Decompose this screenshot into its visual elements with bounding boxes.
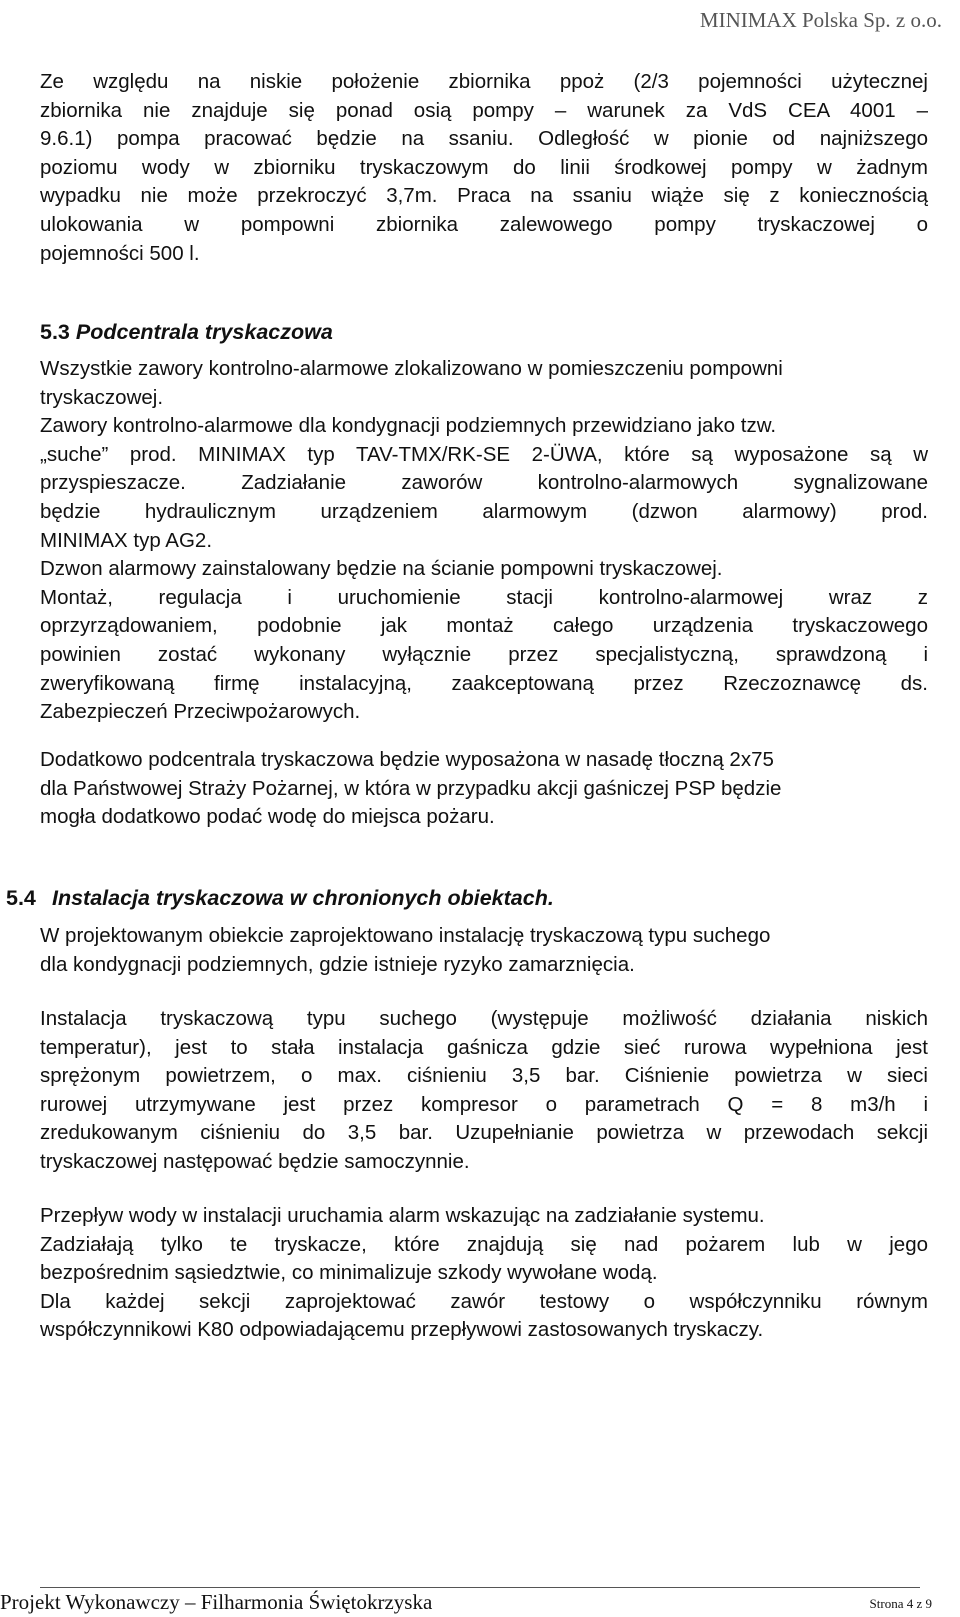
text-line: przyspieszacze. Zadziałanie zaworów kontrolno-alarmowych sygnalizowane bbox=[40, 471, 928, 495]
section-5-3-paragraph bbox=[40, 355, 928, 727]
text-line: Dzwon alarmowy zainstalowany będzie na ścianie pompowni tryskaczowej. bbox=[40, 557, 723, 581]
text-line: rurowej utrzymywane jest przez kompresor o parametrach Q = 8 m3/h i bbox=[40, 1092, 928, 1116]
extra-paragraph bbox=[40, 746, 928, 832]
intro-paragraph bbox=[40, 68, 928, 268]
text-line: tryskaczowej następować będzie samoczynnie. bbox=[40, 1149, 470, 1173]
text-line: współczynnikowi K80 odpowiadającemu przepływowi zastosowanych tryskaczy. bbox=[40, 1318, 764, 1342]
text-line: „suche” prod. MINIMAX typ TAV-TMX/RK-SE 2-ÜWA, które są wyposażone są w bbox=[40, 442, 928, 466]
section-title: Instalacja tryskaczowa w chronionych obiektach. bbox=[51, 886, 554, 910]
section-heading-5-4 bbox=[6, 886, 554, 911]
page-header-company: MINIMAX Polska Sp. z o.o. bbox=[699, 8, 942, 32]
text-line: zweryfikowaną firmę instalacyjną, zaakceptowaną przez Rzeczoznawcę ds. bbox=[40, 671, 928, 695]
section-number: 5.4 bbox=[6, 886, 36, 910]
text-line: wypadku nie może przekroczyć 3,7m. Praca na ssaniu wiąże się z koniecznością bbox=[40, 184, 928, 208]
text-line: oprzyrządowaniem, podobnie jak montaż całego urządzenia tryskaczowego bbox=[40, 614, 928, 638]
text-line: ulokowania w pompowni zbiornika zalewowego pompy tryskaczowej o bbox=[40, 212, 928, 236]
section-5-4-paragraph-a bbox=[40, 922, 928, 979]
text-line: temperatur), jest to stała instalacja gaśnicza gdzie sieć rurowa wypełniona jest bbox=[40, 1035, 928, 1059]
text-line: Dla każdej sekcji zaprojektować zawór testowy o współczynniku równym bbox=[40, 1289, 928, 1313]
footer-page-number: Strona 4 z 9 bbox=[869, 1596, 932, 1611]
section-title: Podcentrala tryskaczowa bbox=[75, 320, 333, 344]
text-line: Zadziałają tylko te tryskacze, które znajdują się nad pożarem lub w jego bbox=[40, 1232, 928, 1256]
footer-divider bbox=[40, 1587, 920, 1588]
text-line: zredukowanym ciśnieniu do 3,5 bar. Uzupełnianie powietrza w przewodach sekcji bbox=[40, 1121, 928, 1145]
footer-project-title: Projekt Wykonawczy – Filharmonia Świętokrzyska bbox=[0, 1590, 433, 1614]
text-line: dla Państwowej Straży Pożarnej, w która w przypadku akcji gaśniczej PSP będzie bbox=[40, 776, 782, 800]
text-line: powinien zostać wykonany wyłącznie przez specjalistyczną, sprawdzoną i bbox=[40, 642, 928, 666]
text-line: Zabezpieczeń Przeciwpożarowych. bbox=[40, 700, 361, 724]
text-line: dla kondygnacji podziemnych, gdzie istnieje ryzyko zamarznięcia. bbox=[40, 952, 635, 976]
text-line: W projektowanym obiekcie zaprojektowano instalację tryskaczową typu suchego bbox=[40, 924, 771, 947]
text-line: Wszystkie zawory kontrolno-alarmowe zlokalizowano w pomieszczeniu pompowni bbox=[40, 357, 783, 380]
text-line: Zawory kontrolno-alarmowe dla kondygnacji podziemnych przewidziano jako tzw. bbox=[40, 414, 777, 438]
text-line: Przepływ wody w instalacji uruchamia alarm wskazując na zadziałanie systemu. bbox=[40, 1204, 765, 1227]
section-number: 5.3 bbox=[40, 320, 70, 344]
text-line: zbiornika nie znajduje się ponad osią pompy – warunek za VdS CEA 4001 – bbox=[40, 98, 928, 122]
text-line: mogła dodatkowo podać wodę do miejsca pożaru. bbox=[40, 805, 495, 829]
text-line: 9.6.1) pompa pracować będzie na ssaniu. Odległość w pionie od najniższego bbox=[40, 127, 928, 151]
text-line: sprężonym powietrzem, o max. ciśnieniu 3,5 bar. Ciśnienie powietrza w sieci bbox=[40, 1064, 928, 1088]
text-line: Montaż, regulacja i uruchomienie stacji kontrolno-alarmowej wraz z bbox=[40, 585, 928, 609]
text-line: będzie hydraulicznym urządzeniem alarmowym (dzwon alarmowy) prod. bbox=[40, 499, 928, 523]
section-5-4-paragraph-b bbox=[40, 1005, 928, 1177]
text-line: tryskaczowej. bbox=[40, 385, 164, 409]
section-heading-5-3 bbox=[40, 320, 333, 345]
text-line: Instalacja tryskaczową typu suchego (występuje możliwość działania niskich bbox=[40, 1007, 928, 1030]
text-line: MINIMAX typ AG2. bbox=[40, 528, 213, 552]
text-line: Dodatkowo podcentrala tryskaczowa będzie wyposażona w nasadę tłoczną 2x75 bbox=[40, 748, 774, 771]
text-line: Ze względu na niskie położenie zbiornika ppoż (2/3 pojemności użytecznej bbox=[40, 70, 928, 93]
text-line: pojemności 500 l. bbox=[40, 241, 200, 265]
text-line: bezpośrednim sąsiedztwie, co minimalizuje szkody wywołane wodą. bbox=[40, 1261, 658, 1285]
text-line: poziomu wody w zbiorniku tryskaczowym do linii środkowej pompy w żadnym bbox=[40, 155, 928, 179]
section-5-4-paragraph-c bbox=[40, 1202, 928, 1345]
